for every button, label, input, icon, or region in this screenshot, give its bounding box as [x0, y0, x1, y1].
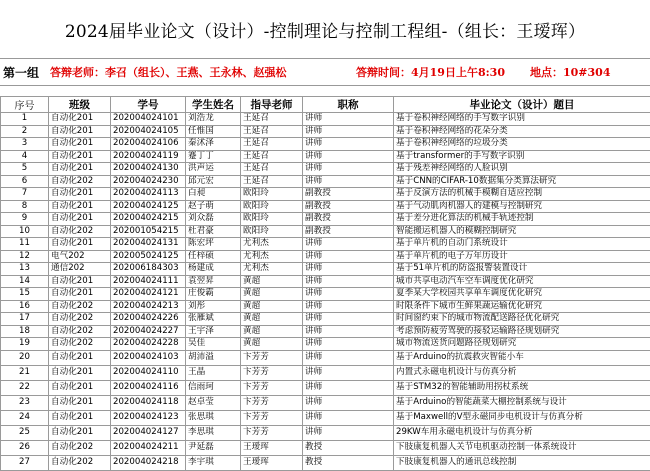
- cell-advisor: 卞芳芳: [241, 350, 303, 365]
- table-row: [1, 410, 650, 425]
- cell-no: 14: [1, 275, 49, 288]
- cell-student-id: 202004024227: [111, 325, 186, 338]
- cell-advisor: 欧阳玲: [241, 200, 303, 213]
- cell-class: 自动化202: [49, 313, 111, 326]
- cell-student-id: 202004024121: [111, 288, 186, 301]
- cell-advisor: 卞芳芳: [241, 410, 303, 425]
- table-row: [1, 188, 650, 201]
- cell-student-id: 202004024101: [111, 113, 186, 126]
- cell-rank: 讲师: [303, 365, 394, 380]
- cell-topic: 城市物流送货问题路径规划研究: [394, 338, 650, 351]
- cell-topic: 基于CNN的CIFAR-10数据集分类算法研究: [394, 175, 650, 188]
- cell-advisor: 王延召: [241, 163, 303, 176]
- cell-student-name: 任梓硕: [186, 250, 241, 263]
- cell-student-id: 202004024218: [111, 455, 186, 470]
- table-row: [1, 350, 650, 365]
- cell-topic: 基于差分进化算法的机械手轨迹控制: [394, 213, 650, 226]
- cell-student-id: 202004024131: [111, 238, 186, 251]
- cell-advisor: 黄超: [241, 313, 303, 326]
- cell-rank: 讲师: [303, 325, 394, 338]
- cell-topic: 基于反演方法的机械手模糊自适应控制: [394, 188, 650, 201]
- table-row: [1, 395, 650, 410]
- cell-rank: 讲师: [303, 150, 394, 163]
- time-value: 4月19日上午8:30: [411, 66, 505, 79]
- cell-rank: 讲师: [303, 238, 394, 251]
- cell-no: 12: [1, 250, 49, 263]
- table-row: [1, 338, 650, 351]
- cell-student-name: 刘浩龙: [186, 113, 241, 126]
- cell-class: 自动化201: [49, 125, 111, 138]
- cell-student-id: 202004024125: [111, 200, 186, 213]
- cell-no: 3: [1, 138, 49, 151]
- cell-advisor: 王延召: [241, 113, 303, 126]
- header-class: 班级: [49, 97, 111, 113]
- cell-rank: 讲师: [303, 175, 394, 188]
- cell-student-name: 刘彤: [186, 300, 241, 313]
- cell-topic: 内置式永磁电机设计与仿真分析: [394, 365, 650, 380]
- cell-rank: 讲师: [303, 300, 394, 313]
- table-row: [1, 225, 650, 238]
- cell-advisor: 王延召: [241, 125, 303, 138]
- table-row: [1, 275, 650, 288]
- header-student-id: 学号: [111, 97, 186, 113]
- cell-rank: 讲师: [303, 395, 394, 410]
- cell-advisor: 欧阳玲: [241, 213, 303, 226]
- cell-rank: 副教授: [303, 200, 394, 213]
- cell-topic: 基于Arduino的抗震救灾智能小车: [394, 350, 650, 365]
- cell-advisor: 卞芳芳: [241, 395, 303, 410]
- defense-time: [356, 64, 505, 80]
- cell-rank: 讲师: [303, 380, 394, 395]
- header-no: 序号: [1, 97, 49, 113]
- header-topic: 毕业论文（设计）题目: [394, 97, 650, 113]
- table-row: [1, 313, 650, 326]
- cell-student-id: 202004024130: [111, 163, 186, 176]
- cell-class: 自动化201: [49, 113, 111, 126]
- cell-student-id: 202004024127: [111, 425, 186, 440]
- cell-topic: 基于单片机的电子万年历设计: [394, 250, 650, 263]
- cell-student-name: 秦沭泽: [186, 138, 241, 151]
- cell-advisor: 卞芳芳: [241, 380, 303, 395]
- cell-class: 自动化202: [49, 175, 111, 188]
- cell-advisor: 王延召: [241, 138, 303, 151]
- cell-advisor: 王瑷珲: [241, 455, 303, 470]
- cell-no: 22: [1, 380, 49, 395]
- table-row: [1, 380, 650, 395]
- judges-info: [50, 64, 287, 80]
- cell-rank: 讲师: [303, 163, 394, 176]
- table-row: [1, 150, 650, 163]
- table-row: [1, 300, 650, 313]
- cell-student-name: 白昶: [186, 188, 241, 201]
- cell-advisor: 尤利杰: [241, 238, 303, 251]
- header-student-name: 学生姓名: [186, 97, 241, 113]
- cell-no: 21: [1, 365, 49, 380]
- cell-rank: 副教授: [303, 213, 394, 226]
- cell-topic: 时限条件下城市生鲜果蔬运输优化研究: [394, 300, 650, 313]
- cell-no: 27: [1, 455, 49, 470]
- cell-advisor: 黄超: [241, 300, 303, 313]
- cell-student-name: 杜君豪: [186, 225, 241, 238]
- cell-advisor: 黄超: [241, 338, 303, 351]
- cell-topic: 基于Maxwell的V型永磁同步电机设计与仿真分析: [394, 410, 650, 425]
- cell-student-id: 202004024119: [111, 150, 186, 163]
- cell-class: 自动化201: [49, 150, 111, 163]
- cell-no: 4: [1, 150, 49, 163]
- table-row: [1, 113, 650, 126]
- table-row: [1, 288, 650, 301]
- cell-advisor: 王延召: [241, 150, 303, 163]
- cell-student-name: 信雨珂: [186, 380, 241, 395]
- cell-student-id: 202005024125: [111, 250, 186, 263]
- cell-rank: 讲师: [303, 263, 394, 276]
- cell-student-id: 202004024118: [111, 395, 186, 410]
- cell-class: 自动化202: [49, 325, 111, 338]
- cell-rank: 讲师: [303, 275, 394, 288]
- cell-advisor: 尤利杰: [241, 263, 303, 276]
- cell-student-id: 202004024111: [111, 275, 186, 288]
- cell-rank: 教授: [303, 455, 394, 470]
- table-row: [1, 163, 650, 176]
- cell-no: 2: [1, 125, 49, 138]
- cell-no: 5: [1, 163, 49, 176]
- cell-no: 16: [1, 300, 49, 313]
- cell-class: 自动化201: [49, 365, 111, 380]
- cell-topic: 基于51单片机的防盗报警装置设计: [394, 263, 650, 276]
- cell-student-name: 李思琪: [186, 425, 241, 440]
- cell-class: 自动化201: [49, 163, 111, 176]
- cell-student-id: 202004024105: [111, 125, 186, 138]
- table-row: [1, 175, 650, 188]
- table-row: [1, 325, 650, 338]
- cell-rank: 讲师: [303, 410, 394, 425]
- cell-advisor: 王延召: [241, 175, 303, 188]
- group-info-bar: [0, 58, 650, 86]
- cell-rank: 讲师: [303, 288, 394, 301]
- page-title: 2024届毕业论文（设计）-控制理论与控制工程组-（组长：王瑷珲）: [0, 0, 650, 58]
- cell-student-id: 202004024113: [111, 188, 186, 201]
- cell-topic: 城市共享电动汽车空车调度优化研究: [394, 275, 650, 288]
- table-row: [1, 455, 650, 470]
- cell-class: 自动化201: [49, 200, 111, 213]
- cell-topic: 基于残差神经网络的人脸识别: [394, 163, 650, 176]
- cell-student-id: 202004024110: [111, 365, 186, 380]
- cell-student-name: 赵子萌: [186, 200, 241, 213]
- cell-rank: 副教授: [303, 188, 394, 201]
- cell-no: 13: [1, 263, 49, 276]
- cell-rank: 讲师: [303, 250, 394, 263]
- cell-advisor: 黄超: [241, 325, 303, 338]
- cell-advisor: 黄超: [241, 288, 303, 301]
- cell-student-name: 吴佳: [186, 338, 241, 351]
- cell-student-name: 庄俊霸: [186, 288, 241, 301]
- cell-class: 自动化202: [49, 300, 111, 313]
- table-row: [1, 250, 650, 263]
- cell-student-id: 202004024106: [111, 138, 186, 151]
- table-row: [1, 365, 650, 380]
- cell-class: 自动化202: [49, 225, 111, 238]
- header-advisor: 指导老师: [241, 97, 303, 113]
- cell-no: 20: [1, 350, 49, 365]
- cell-student-name: 尹延磊: [186, 440, 241, 455]
- cell-student-id: 202006184303: [111, 263, 186, 276]
- cell-class: 自动化202: [49, 338, 111, 351]
- cell-rank: 讲师: [303, 313, 394, 326]
- cell-topic: 基于卷积神经网络的手写数字识别: [394, 113, 650, 126]
- cell-rank: 讲师: [303, 338, 394, 351]
- cell-topic: 时间窗约束下的城市物流配送路径优化研究: [394, 313, 650, 326]
- cell-no: 10: [1, 225, 49, 238]
- place-label: 地点：: [530, 66, 563, 79]
- cell-advisor: 黄超: [241, 275, 303, 288]
- cell-advisor: 欧阳玲: [241, 225, 303, 238]
- cell-rank: 讲师: [303, 350, 394, 365]
- cell-class: 自动化201: [49, 188, 111, 201]
- cell-topic: 夏季某大学校园共享单车调度优化研究: [394, 288, 650, 301]
- table-header-row: [1, 97, 650, 113]
- cell-class: 自动化201: [49, 288, 111, 301]
- cell-class: 自动化201: [49, 350, 111, 365]
- cell-no: 7: [1, 188, 49, 201]
- cell-student-name: 王宇泽: [186, 325, 241, 338]
- cell-no: 11: [1, 238, 49, 251]
- cell-class: 自动化201: [49, 213, 111, 226]
- cell-student-id: 202004024211: [111, 440, 186, 455]
- cell-no: 24: [1, 410, 49, 425]
- cell-student-id: 202004024226: [111, 313, 186, 326]
- table-row: [1, 263, 650, 276]
- cell-student-name: 蹇丁丁: [186, 150, 241, 163]
- cell-student-name: 刘众磊: [186, 213, 241, 226]
- group-name: 第一组: [3, 64, 39, 81]
- cell-advisor: 尤利杰: [241, 250, 303, 263]
- cell-no: 1: [1, 113, 49, 126]
- cell-no: 26: [1, 440, 49, 455]
- cell-no: 8: [1, 200, 49, 213]
- cell-topic: 基于气动肌肉机器人的建模与控制研究: [394, 200, 650, 213]
- cell-no: 23: [1, 395, 49, 410]
- table-row: [1, 425, 650, 440]
- cell-class: 自动化201: [49, 425, 111, 440]
- cell-rank: 讲师: [303, 125, 394, 138]
- cell-student-name: 陈宏坪: [186, 238, 241, 251]
- cell-student-id: 202004024230: [111, 175, 186, 188]
- judges-names: 李召（组长）、王燕、王永林、赵强松: [105, 66, 287, 79]
- table-row: [1, 238, 650, 251]
- table-row: [1, 213, 650, 226]
- defense-place: [530, 64, 611, 80]
- cell-topic: 29KW车用永磁电机设计与仿真分析: [394, 425, 650, 440]
- cell-student-name: 任惟国: [186, 125, 241, 138]
- cell-advisor: 王瑷珲: [241, 440, 303, 455]
- cell-topic: 基于卷积神经网络的垃圾分类: [394, 138, 650, 151]
- thesis-table: [0, 96, 650, 471]
- cell-topic: 下肢康复机器人的通讯总线控制: [394, 455, 650, 470]
- cell-student-id: 202004024213: [111, 300, 186, 313]
- cell-student-id: 202004024215: [111, 213, 186, 226]
- cell-student-name: 王晶: [186, 365, 241, 380]
- cell-class: 通信202: [49, 263, 111, 276]
- cell-class: 自动化201: [49, 410, 111, 425]
- cell-advisor: 卞芳芳: [241, 425, 303, 440]
- spacer-row: [0, 84, 650, 96]
- cell-no: 17: [1, 313, 49, 326]
- table-row: [1, 138, 650, 151]
- cell-rank: 讲师: [303, 138, 394, 151]
- cell-rank: 副教授: [303, 225, 394, 238]
- cell-class: 自动化202: [49, 455, 111, 470]
- cell-student-name: 邱元宏: [186, 175, 241, 188]
- place-value: 10#304: [563, 66, 611, 79]
- cell-no: 15: [1, 288, 49, 301]
- cell-student-id: 202004024103: [111, 350, 186, 365]
- judges-label: 答辩老师：: [50, 66, 105, 79]
- table-row: [1, 440, 650, 455]
- cell-topic: 考虑预防疲劳驾驶的接驳运输路径规划研究: [394, 325, 650, 338]
- cell-student-name: 李宇琪: [186, 455, 241, 470]
- cell-class: 自动化201: [49, 395, 111, 410]
- cell-class: 自动化201: [49, 138, 111, 151]
- cell-student-name: 胡沛溢: [186, 350, 241, 365]
- cell-rank: 讲师: [303, 425, 394, 440]
- cell-class: 自动化201: [49, 275, 111, 288]
- table-row: [1, 200, 650, 213]
- cell-topic: 基于Arduino的智能蔬菜大棚控制系统与设计: [394, 395, 650, 410]
- cell-advisor: 欧阳玲: [241, 188, 303, 201]
- cell-advisor: 卞芳芳: [241, 365, 303, 380]
- cell-student-name: 张雁斌: [186, 313, 241, 326]
- cell-student-name: 张思琪: [186, 410, 241, 425]
- cell-student-id: 202001054215: [111, 225, 186, 238]
- cell-topic: 基于卷积神经网络的花朵分类: [394, 125, 650, 138]
- cell-topic: 基于单片机的自动门系统设计: [394, 238, 650, 251]
- table-row: [1, 125, 650, 138]
- cell-class: 电气202: [49, 250, 111, 263]
- cell-student-name: 洪声运: [186, 163, 241, 176]
- time-label: 答辩时间：: [356, 66, 411, 79]
- cell-student-id: 202004024116: [111, 380, 186, 395]
- cell-rank: 教授: [303, 440, 394, 455]
- cell-student-name: 袁翌昇: [186, 275, 241, 288]
- cell-student-name: 杨建成: [186, 263, 241, 276]
- cell-student-id: 202004024228: [111, 338, 186, 351]
- cell-topic: 下肢康复机器人关节电机驱动控制一体系统设计: [394, 440, 650, 455]
- cell-rank: 讲师: [303, 113, 394, 126]
- cell-no: 19: [1, 338, 49, 351]
- cell-no: 9: [1, 213, 49, 226]
- cell-class: 自动化201: [49, 238, 111, 251]
- cell-class: 自动化202: [49, 440, 111, 455]
- cell-student-id: 202004024123: [111, 410, 186, 425]
- cell-no: 18: [1, 325, 49, 338]
- cell-topic: 基于transformer的手写数字识别: [394, 150, 650, 163]
- cell-class: 自动化201: [49, 380, 111, 395]
- table-body: [1, 113, 650, 471]
- cell-student-name: 赵卓莹: [186, 395, 241, 410]
- cell-no: 25: [1, 425, 49, 440]
- cell-topic: 基于STM32的智能辅助用拐杖系统: [394, 380, 650, 395]
- cell-no: 6: [1, 175, 49, 188]
- cell-topic: 智能搬运机器人的模糊控制研究: [394, 225, 650, 238]
- header-rank: 职称: [303, 97, 394, 113]
